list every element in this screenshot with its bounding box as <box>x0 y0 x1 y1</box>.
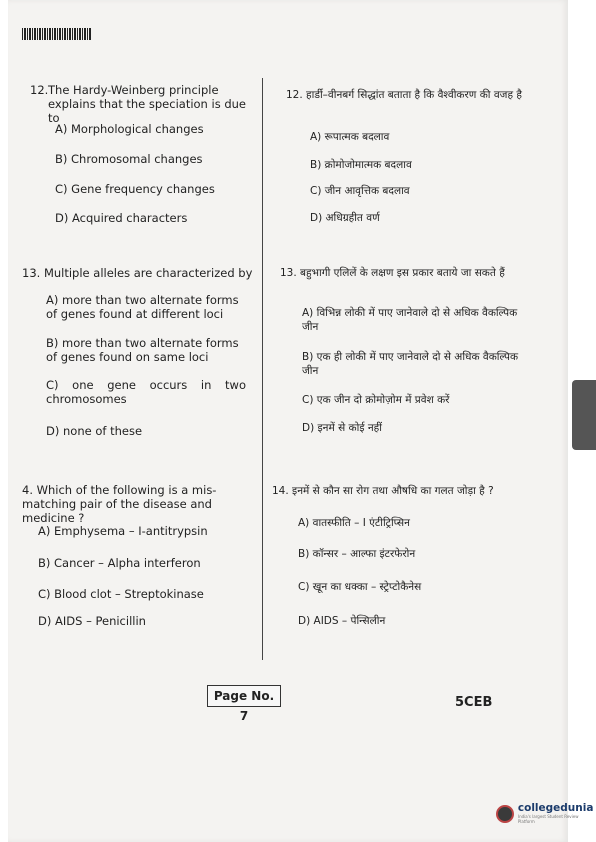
q14-option-a-en: A) Emphysema – I-antitrypsin <box>38 524 208 538</box>
q12-option-d-hi: D) अधिग्रहीत वर्ण <box>310 212 380 224</box>
q14-option-c-hi: C) खून का धक्का – स्ट्रेप्टोकैनेस <box>298 581 422 593</box>
q12-number: 12. <box>30 83 49 97</box>
q13-option-c-en: C) one gene occurs in two chromosomes <box>46 378 246 406</box>
brand-logo <box>496 803 596 824</box>
q14-question-en: 4. Which of the following is a mis-matching pair of the disease and medicine ? <box>22 483 217 525</box>
q12-question-en: The Hardy-Weinberg principle explains that the speciation is due to <box>48 83 247 125</box>
q13-question-hi: 13. बहुभागी एलिलें के लक्षण इस प्रकार बताये जा सकते हैं <box>280 267 505 279</box>
q13-question-en: 13. Multiple alleles are characterized by <box>22 266 253 280</box>
q13-option-d-hi: D) इनमें से कोई नहीं <box>302 422 382 434</box>
q13-option-c-hi: C) एक जीन दो क्रोमोज़ोम में प्रवेश करें <box>302 394 450 406</box>
q14-option-b-en: B) Cancer – Alpha interferon <box>38 556 201 570</box>
brand-name: collegedunia <box>517 802 594 814</box>
q14-option-c-en: C) Blood clot – Streptokinase <box>38 587 204 601</box>
column-divider <box>262 78 263 660</box>
avatar-icon <box>496 805 514 823</box>
q14-option-d-en: D) AIDS – Penicillin <box>38 614 146 628</box>
q13-option-a-en: A) more than two alternate forms of genes found at different loci <box>46 293 239 321</box>
q14-option-a-hi: A) वातस्फीति – I एंटीट्रिप्सिन <box>298 517 410 529</box>
q12-option-c-en: C) Gene frequency changes <box>55 182 215 196</box>
q12-option-b-hi: B) क्रोमोजोमात्मक बदलाव <box>310 159 412 171</box>
q12-option-a-en: A) Morphological changes <box>55 122 204 136</box>
q14-option-b-hi: B) कॉन्सर – आल्फा इंटरफेरोन <box>298 548 416 560</box>
booklet-code: 5CEB <box>455 695 493 710</box>
brand-tagline: India's largest Student Review Platform <box>517 814 579 824</box>
q13-option-d-en: D) none of these <box>46 424 143 438</box>
q12-option-b-en: B) Chromosomal changes <box>55 152 203 166</box>
q14-question-hi: 14. इनमें से कौन सा रोग तथा औषधि का गलत जोड़ा है ? <box>272 485 494 497</box>
q12-option-d-en: D) Acquired characters <box>55 211 188 225</box>
page-number: Page No. 7 <box>207 685 281 707</box>
q14-option-d-hi: D) AIDS – पेन्सिलीन <box>298 615 386 627</box>
q12-question-hi: 12. हार्डी–वीनबर्ग सिद्धांत बताता है कि वैश्वीकरण की वजह है <box>286 89 522 101</box>
q12-option-a-hi: A) रूपात्मक बदलाव <box>310 131 390 143</box>
q13-option-b-hi: B) एक ही लोकी में पाए जानेवाले दो से अधिक वैकल्पिक जीन <box>302 351 519 377</box>
page-edge-tab <box>572 380 596 450</box>
q13-option-b-en: B) more than two alternate forms of genes found on same loci <box>46 336 239 364</box>
barcode <box>22 28 92 40</box>
q12-option-c-hi: C) जीन आवृत्तिक बदलाव <box>310 185 410 197</box>
q13-option-a-hi: A) विभिन्न लोकी में पाए जानेवाले दो से अधिक वैकल्पिक जीन <box>302 307 518 333</box>
